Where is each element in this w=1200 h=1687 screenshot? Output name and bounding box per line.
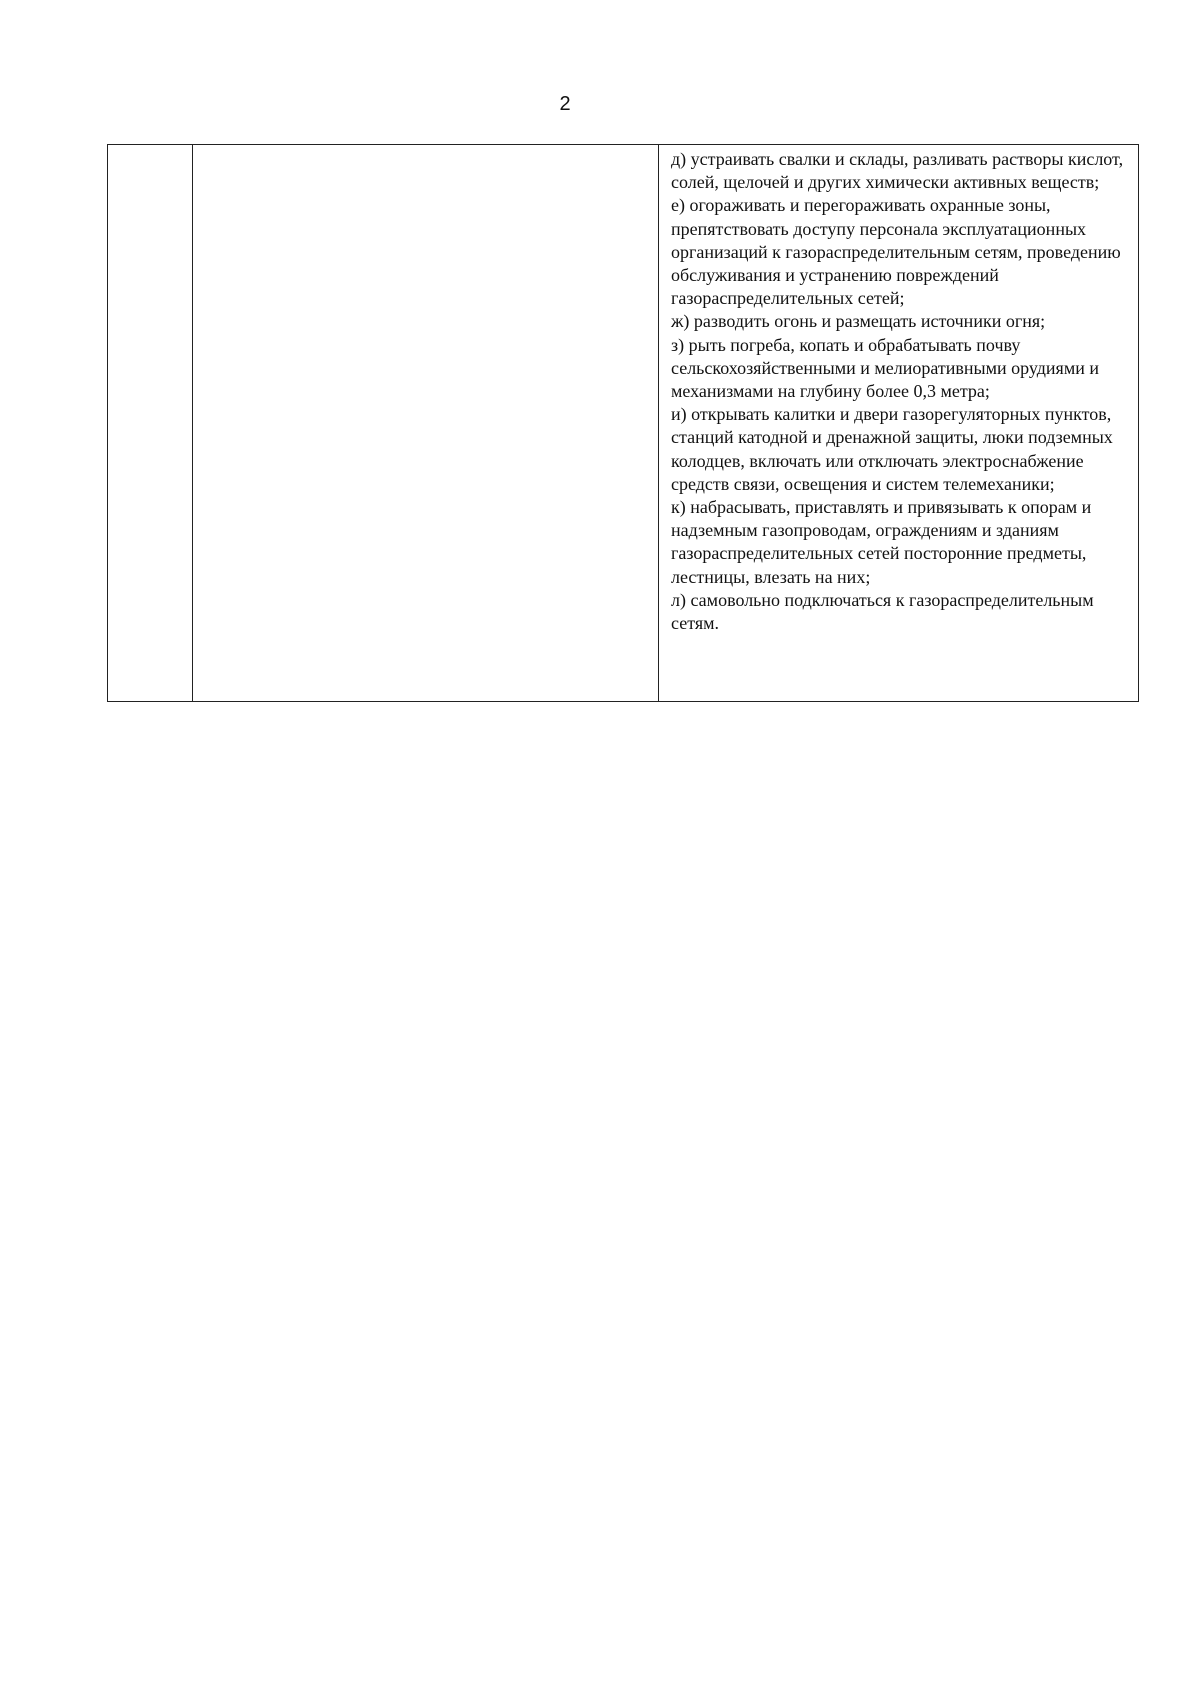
restriction-item-k: к) набрасывать, приставлять и привязывать к опорам и надземным газопроводам, ограждениям и зданиям газораспределительных сетей посторонние предметы, лестницы, влезать на них; (671, 497, 1092, 587)
table-cell-object (193, 145, 659, 702)
restriction-item-l: л) самовольно подключаться к газораспределительным сетям. (671, 589, 1094, 634)
table-cell-restrictions (659, 145, 1139, 702)
restriction-item-zh: ж) разводить огонь и размещать источники огня; (671, 311, 1046, 332)
restriction-item-d: д) устраивать свалки и склады, разливать растворы кислот, солей, щелочей и других химически активных веществ; (671, 149, 1124, 193)
restriction-item-e: е) огораживать и перегораживать охранные зоны, препятствовать доступу персонала эксплуатационных организаций к газораспределительным сетям, проведению обслуживания и устранению повреждений газораспределительных сетей; (671, 195, 1121, 309)
table-row (108, 145, 1139, 702)
restriction-item-i: и) открывать калитки и двери газорегуляторных пунктов, станций катодной и дренажной защиты, люки подземных колодцев, включать или отключать электроснабжение средств связи, освещения и систем телемеханики; (671, 404, 1113, 494)
restriction-item-z: з) рыть погреба, копать и обрабатывать почву сельскохозяйственными и мелиоративными орудиями и механизмами на глубину более 0,3 метра; (671, 334, 1099, 402)
page-number: 2 (559, 93, 571, 115)
table-cell-number (108, 145, 193, 702)
restrictions-table (107, 144, 1139, 702)
